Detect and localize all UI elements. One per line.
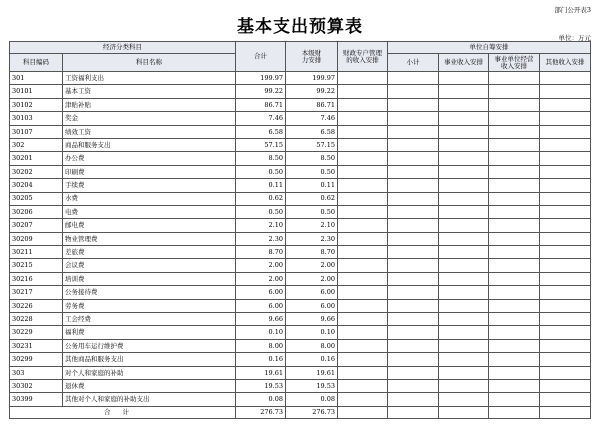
header-code: 科目编码 — [10, 54, 63, 72]
row-business-income — [439, 326, 489, 339]
row-name: 津贴补贴 — [63, 98, 236, 111]
row-current-year: 8.00 — [286, 339, 338, 352]
table-row — [10, 98, 591, 111]
row-name: 工资福利支出 — [63, 72, 236, 85]
row-special-account — [338, 286, 388, 299]
row-special-account — [338, 125, 388, 138]
table-row — [10, 138, 591, 151]
row-current-year: 9.66 — [286, 313, 338, 326]
row-special-account — [338, 232, 388, 245]
row-business-income — [439, 72, 489, 85]
row-subtotal — [388, 138, 439, 151]
row-operating-income — [489, 259, 540, 272]
row-name: 培训费 — [63, 272, 236, 285]
row-subtotal — [388, 98, 439, 111]
row-code: 30201 — [10, 152, 63, 165]
row-other-income — [540, 339, 591, 352]
row-operating-income — [489, 379, 540, 392]
row-operating-income — [489, 246, 540, 259]
row-name: 绩效工资 — [63, 125, 236, 138]
row-subtotal — [388, 112, 439, 125]
row-operating-income — [489, 272, 540, 285]
row-subtotal — [388, 219, 439, 232]
row-total: 86.71 — [236, 98, 286, 111]
row-operating-income — [489, 326, 540, 339]
table-row — [10, 393, 591, 407]
total-current-year: 276.73 — [286, 407, 338, 419]
row-special-account — [338, 393, 388, 407]
row-operating-income — [489, 219, 540, 232]
table-row — [10, 219, 591, 232]
table-row — [10, 125, 591, 138]
row-other-income — [540, 286, 591, 299]
row-other-income — [540, 72, 591, 85]
row-subtotal — [388, 192, 439, 205]
row-business-income — [439, 192, 489, 205]
row-code: 30102 — [10, 98, 63, 111]
row-total: 8.00 — [236, 339, 286, 352]
row-operating-income — [489, 299, 540, 312]
row-total: 6.58 — [236, 125, 286, 138]
total-amount: 276.73 — [236, 407, 286, 419]
row-code: 303 — [10, 366, 63, 379]
row-code: 30209 — [10, 232, 63, 245]
row-business-income — [439, 299, 489, 312]
row-other-income — [540, 246, 591, 259]
row-current-year: 0.10 — [286, 326, 338, 339]
row-operating-income — [489, 339, 540, 352]
table-row — [10, 192, 591, 205]
row-business-income — [439, 339, 489, 352]
row-other-income — [540, 313, 591, 326]
row-other-income — [540, 138, 591, 151]
row-subtotal — [388, 313, 439, 326]
row-current-year: 0.08 — [286, 393, 338, 407]
row-total: 9.66 — [236, 313, 286, 326]
row-special-account — [338, 299, 388, 312]
row-code: 30228 — [10, 313, 63, 326]
row-special-account — [338, 192, 388, 205]
table-row — [10, 246, 591, 259]
row-other-income — [540, 259, 591, 272]
table-row — [10, 152, 591, 165]
row-subtotal — [388, 232, 439, 245]
row-name: 手续费 — [63, 179, 236, 192]
table-row — [10, 179, 591, 192]
row-name: 电费 — [63, 205, 236, 218]
row-operating-income — [489, 205, 540, 218]
table-row — [10, 313, 591, 326]
row-name: 公务用车运行维护费 — [63, 339, 236, 352]
row-name: 基本工资 — [63, 85, 236, 98]
row-subtotal — [388, 72, 439, 85]
row-special-account — [338, 72, 388, 85]
row-code: 302 — [10, 138, 63, 151]
row-current-year: 8.70 — [286, 246, 338, 259]
row-current-year: 99.22 — [286, 85, 338, 98]
row-total: 7.46 — [236, 112, 286, 125]
row-other-income — [540, 393, 591, 407]
row-code: 30229 — [10, 326, 63, 339]
table-row — [10, 232, 591, 245]
row-operating-income — [489, 72, 540, 85]
row-business-income — [439, 379, 489, 392]
row-current-year: 199.97 — [286, 72, 338, 85]
row-special-account — [338, 366, 388, 379]
row-other-income — [540, 219, 591, 232]
row-total: 0.16 — [236, 353, 286, 366]
row-subtotal — [388, 353, 439, 366]
row-total: 19.61 — [236, 366, 286, 379]
row-name: 水费 — [63, 192, 236, 205]
row-name: 商品和服务支出 — [63, 138, 236, 151]
row-current-year: 2.00 — [286, 272, 338, 285]
row-other-income — [540, 205, 591, 218]
row-total: 199.97 — [236, 72, 286, 85]
row-business-income — [439, 246, 489, 259]
row-subtotal — [388, 299, 439, 312]
row-business-income — [439, 259, 489, 272]
report-number: 部门公开表3 — [554, 6, 591, 14]
budget-table — [9, 41, 591, 419]
row-code: 30204 — [10, 179, 63, 192]
row-business-income — [439, 138, 489, 151]
row-subtotal — [388, 259, 439, 272]
row-special-account — [338, 326, 388, 339]
row-current-year: 19.53 — [286, 379, 338, 392]
row-total: 8.50 — [236, 152, 286, 165]
row-business-income — [439, 85, 489, 98]
row-name: 退休费 — [63, 379, 236, 392]
row-special-account — [338, 179, 388, 192]
row-total: 2.00 — [236, 272, 286, 285]
row-name: 会议费 — [63, 259, 236, 272]
row-other-income — [540, 299, 591, 312]
row-other-income — [540, 152, 591, 165]
row-operating-income — [489, 286, 540, 299]
row-operating-income — [489, 313, 540, 326]
row-current-year: 2.10 — [286, 219, 338, 232]
row-name: 办公费 — [63, 152, 236, 165]
row-operating-income — [489, 125, 540, 138]
row-special-account — [338, 379, 388, 392]
header-self-raised: 单位自筹安排 — [388, 42, 591, 54]
row-special-account — [338, 353, 388, 366]
row-name: 对个人和家庭的补助 — [63, 366, 236, 379]
table-row — [10, 339, 591, 352]
row-code: 30207 — [10, 219, 63, 232]
row-business-income — [439, 165, 489, 178]
row-special-account — [338, 246, 388, 259]
row-business-income — [439, 393, 489, 407]
row-other-income — [540, 326, 591, 339]
row-special-account — [338, 138, 388, 151]
row-current-year: 0.11 — [286, 179, 338, 192]
row-current-year: 0.50 — [286, 205, 338, 218]
row-code: 30302 — [10, 379, 63, 392]
row-other-income — [540, 125, 591, 138]
row-total: 19.53 — [236, 379, 286, 392]
row-other-income — [540, 112, 591, 125]
row-business-income — [439, 353, 489, 366]
row-other-income — [540, 85, 591, 98]
row-other-income — [540, 232, 591, 245]
row-operating-income — [489, 232, 540, 245]
row-special-account — [338, 339, 388, 352]
row-code: 30107 — [10, 125, 63, 138]
row-business-income — [439, 366, 489, 379]
table-row — [10, 165, 591, 178]
row-special-account — [338, 165, 388, 178]
row-business-income — [439, 179, 489, 192]
row-subtotal — [388, 179, 439, 192]
row-code: 30216 — [10, 272, 63, 285]
row-total: 0.50 — [236, 205, 286, 218]
row-operating-income — [489, 85, 540, 98]
row-current-year: 8.50 — [286, 152, 338, 165]
row-current-year: 6.00 — [286, 286, 338, 299]
row-operating-income — [489, 353, 540, 366]
row-total: 99.22 — [236, 85, 286, 98]
row-special-account — [338, 205, 388, 218]
row-code: 30101 — [10, 85, 63, 98]
table-row — [10, 299, 591, 312]
row-other-income — [540, 165, 591, 178]
unit-label: 单位：万元 — [558, 34, 591, 42]
row-code: 30215 — [10, 259, 63, 272]
row-business-income — [439, 232, 489, 245]
header-total: 合计 — [236, 42, 286, 72]
row-total: 2.00 — [236, 259, 286, 272]
table-row — [10, 259, 591, 272]
row-name: 工会经费 — [63, 313, 236, 326]
row-business-income — [439, 98, 489, 111]
row-subtotal — [388, 85, 439, 98]
table-row — [10, 286, 591, 299]
row-code: 30217 — [10, 286, 63, 299]
row-operating-income — [489, 152, 540, 165]
row-name: 奖金 — [63, 112, 236, 125]
row-operating-income — [489, 112, 540, 125]
row-special-account — [338, 112, 388, 125]
row-current-year: 57.15 — [286, 138, 338, 151]
row-business-income — [439, 152, 489, 165]
row-total: 2.10 — [236, 219, 286, 232]
row-current-year: 0.16 — [286, 353, 338, 366]
row-code: 30299 — [10, 353, 63, 366]
header-current-year: 本级财 力安排 — [286, 42, 338, 72]
table-row — [10, 379, 591, 392]
row-name: 差旅费 — [63, 246, 236, 259]
row-subtotal — [388, 165, 439, 178]
row-total: 0.50 — [236, 165, 286, 178]
row-code: 30226 — [10, 299, 63, 312]
row-operating-income — [489, 393, 540, 407]
row-code: 30399 — [10, 393, 63, 407]
row-name: 邮电费 — [63, 219, 236, 232]
row-other-income — [540, 179, 591, 192]
row-current-year: 0.50 — [286, 165, 338, 178]
row-total: 0.10 — [236, 326, 286, 339]
row-total: 6.00 — [236, 286, 286, 299]
row-subtotal — [388, 326, 439, 339]
row-total: 0.11 — [236, 179, 286, 192]
row-total: 6.00 — [236, 299, 286, 312]
row-special-account — [338, 313, 388, 326]
table-row — [10, 85, 591, 98]
table-row — [10, 72, 591, 85]
header-name: 科目名称 — [63, 54, 236, 72]
row-special-account — [338, 98, 388, 111]
header-operating-income: 事业单位经营 收入安排 — [489, 54, 540, 72]
row-subtotal — [388, 272, 439, 285]
row-other-income — [540, 98, 591, 111]
total-row — [10, 407, 591, 419]
table-row — [10, 366, 591, 379]
row-code: 301 — [10, 72, 63, 85]
row-total: 57.15 — [236, 138, 286, 151]
table-row — [10, 326, 591, 339]
row-total: 8.70 — [236, 246, 286, 259]
row-other-income — [540, 379, 591, 392]
row-name: 公务接待费 — [63, 286, 236, 299]
row-operating-income — [489, 138, 540, 151]
row-total: 2.30 — [236, 232, 286, 245]
page-title: 基本支出预算表 — [237, 17, 363, 37]
table-row — [10, 353, 591, 366]
header-other-income: 其他收入安排 — [540, 54, 591, 72]
row-other-income — [540, 272, 591, 285]
row-business-income — [439, 286, 489, 299]
row-name: 福利费 — [63, 326, 236, 339]
row-code: 30205 — [10, 192, 63, 205]
row-operating-income — [489, 192, 540, 205]
row-subtotal — [388, 286, 439, 299]
table-row — [10, 272, 591, 285]
row-subtotal — [388, 393, 439, 407]
row-operating-income — [489, 98, 540, 111]
row-code: 30103 — [10, 112, 63, 125]
row-current-year: 6.58 — [286, 125, 338, 138]
row-operating-income — [489, 165, 540, 178]
row-special-account — [338, 259, 388, 272]
row-name: 印刷费 — [63, 165, 236, 178]
row-other-income — [540, 366, 591, 379]
header-econ-class: 经济分类科目 — [10, 42, 236, 54]
row-code: 30211 — [10, 246, 63, 259]
row-special-account — [338, 272, 388, 285]
header-business-income: 事业收入安排 — [439, 54, 489, 72]
row-subtotal — [388, 125, 439, 138]
row-name: 物业管理费 — [63, 232, 236, 245]
table-row — [10, 112, 591, 125]
row-subtotal — [388, 366, 439, 379]
row-business-income — [439, 112, 489, 125]
row-business-income — [439, 272, 489, 285]
row-special-account — [338, 219, 388, 232]
row-code: 30206 — [10, 205, 63, 218]
row-name: 其他对个人和家庭的补助支出 — [63, 393, 236, 407]
row-current-year: 2.30 — [286, 232, 338, 245]
row-current-year: 19.61 — [286, 366, 338, 379]
row-business-income — [439, 219, 489, 232]
row-total: 0.08 — [236, 393, 286, 407]
row-name: 其他商品和服务支出 — [63, 353, 236, 366]
row-business-income — [439, 125, 489, 138]
row-current-year: 2.00 — [286, 259, 338, 272]
row-name: 劳务费 — [63, 299, 236, 312]
total-label: 合计 — [10, 407, 236, 419]
row-subtotal — [388, 339, 439, 352]
row-current-year: 7.46 — [286, 112, 338, 125]
row-total: 0.62 — [236, 192, 286, 205]
row-special-account — [338, 85, 388, 98]
header-subtotal: 小计 — [388, 54, 439, 72]
row-code: 30231 — [10, 339, 63, 352]
row-other-income — [540, 353, 591, 366]
row-current-year: 86.71 — [286, 98, 338, 111]
row-current-year: 6.00 — [286, 299, 338, 312]
row-operating-income — [489, 366, 540, 379]
row-code: 30202 — [10, 165, 63, 178]
row-subtotal — [388, 379, 439, 392]
row-other-income — [540, 192, 591, 205]
table-row — [10, 205, 591, 218]
header-special-account: 财政专户管理 的收入安排 — [338, 42, 388, 72]
row-subtotal — [388, 152, 439, 165]
row-business-income — [439, 313, 489, 326]
row-operating-income — [489, 179, 540, 192]
row-special-account — [338, 152, 388, 165]
row-business-income — [439, 205, 489, 218]
row-subtotal — [388, 246, 439, 259]
row-current-year: 0.62 — [286, 192, 338, 205]
row-subtotal — [388, 205, 439, 218]
